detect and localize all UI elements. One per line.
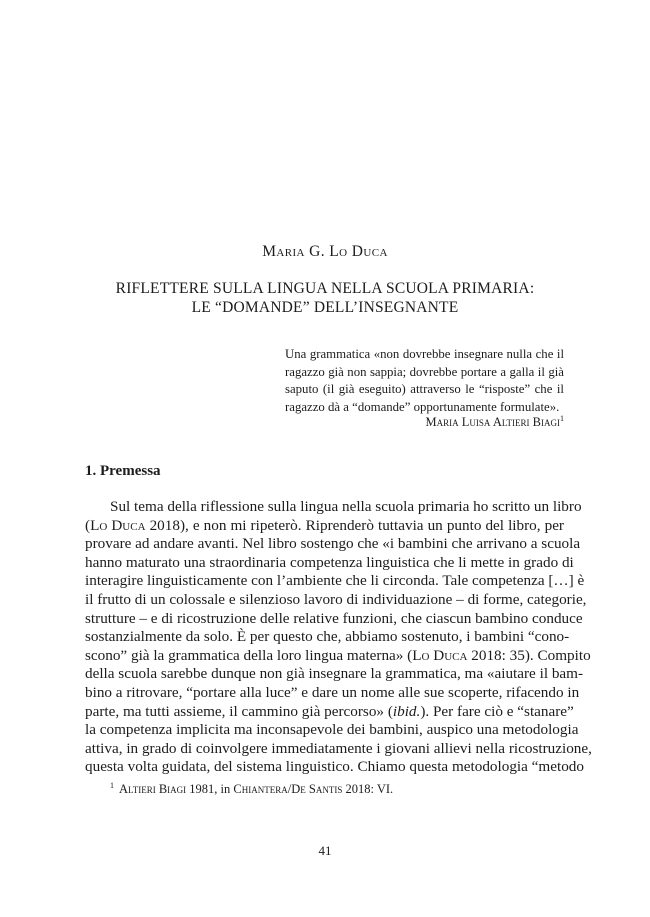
body-line: interagire linguisticamente con l’ambiente che li circonda. Tale competenza […] è (85, 572, 585, 590)
epigraph (285, 346, 564, 416)
footnote-text: Altieri Biagi 1981, in Chiantera/De Santis 2018: VI. (119, 782, 394, 797)
epigraph-line: saputo (il già eseguito) attraverso le “risposte” che il (285, 382, 564, 397)
section-heading: 1. Premessa (85, 463, 161, 479)
body-line: strutture – e di ricostruzione delle relative funzioni, che ciascun bambino conduce (85, 609, 583, 627)
article-title-line: RIFLETTERE SULLA LINGUA NELLA SCUOLA PRIMARIA: (115, 280, 535, 297)
body-line: (Lo Duca 2018), e non mi ripeterò. Riprenderò tuttavia un punto del libro, per (85, 516, 564, 534)
body-line: Sul tema della riflessione sulla lingua nella scuola primaria ho scritto un libro (110, 498, 582, 515)
body-line: parte, ma tutti assieme, il cammino già percorso» (ibid.). Per fare ciò e “stanare” (85, 702, 574, 720)
epigraph-line: ragazzo dà a “domande” opportunamente formulate». (285, 399, 560, 414)
body-line: bino a ritrovare, “portare alla luce” e dare un nome alle sue scoperte, rifacendo in (85, 683, 580, 701)
epigraph-attribution (285, 414, 564, 430)
italic-term: ibid. (392, 702, 421, 720)
cited-author: Lo Duca (90, 516, 146, 534)
body-line: hanno maturato una straordinaria competenza linguistica che li mette in grado di (85, 553, 574, 571)
page-number: 41 (318, 843, 332, 858)
article-author: Maria G. Lo Duca (262, 243, 388, 260)
cited-author: De Santis (291, 782, 343, 797)
body-line: sostanzialmente da solo. È per questo che, abbiamo sostenuto, i bambini “cono- (85, 628, 570, 646)
body-line: provare ad andare avanti. Nel libro sostengo che «i bambini che arrivano a scuola (85, 535, 581, 553)
epigraph-line: ragazzo già non sappia; dovrebbe portare a galla il già (285, 364, 564, 379)
epigraph-line: Una grammatica «non dovrebbe insegnare nulla che il (285, 347, 564, 361)
body-line: attiva, in grado di coinvolgere immediatamente i giovani allievi nella ricostruzione, (85, 739, 592, 757)
body-line: scono” già la grammatica della loro lingua materna» (Lo Duca 2018: 35). Compito (85, 646, 591, 664)
epigraph-author: Maria Luisa Altieri Biagi (425, 415, 560, 430)
body-paragraph (85, 498, 592, 777)
cited-author: Lo Duca (412, 646, 468, 664)
body-line: la competenza implicita ma inconsapevole dei bambini, auspico una metodologia (85, 721, 579, 739)
footnote-reference[interactable]: 1 (560, 414, 564, 423)
cited-author: Chiantera (233, 782, 288, 797)
article-title-line: LE “DOMANDE” DELL’INSEGNANTE (191, 299, 459, 316)
cited-author: Altieri Biagi (119, 782, 187, 797)
footnote (110, 781, 393, 797)
body-line: il frutto di un colossale e silenzioso lavoro di individuazione – di forme, categorie, (85, 590, 587, 608)
body-line: della scuola sarebbe dunque non già insegnare la grammatica, ma «aiutare il bam- (85, 665, 584, 683)
body-line: questa volta guidata, del sistema linguistico. Chiamo questa metodologia “metodo (85, 758, 584, 776)
article-title (0, 279, 650, 317)
footnote-number: 1 (110, 781, 114, 790)
